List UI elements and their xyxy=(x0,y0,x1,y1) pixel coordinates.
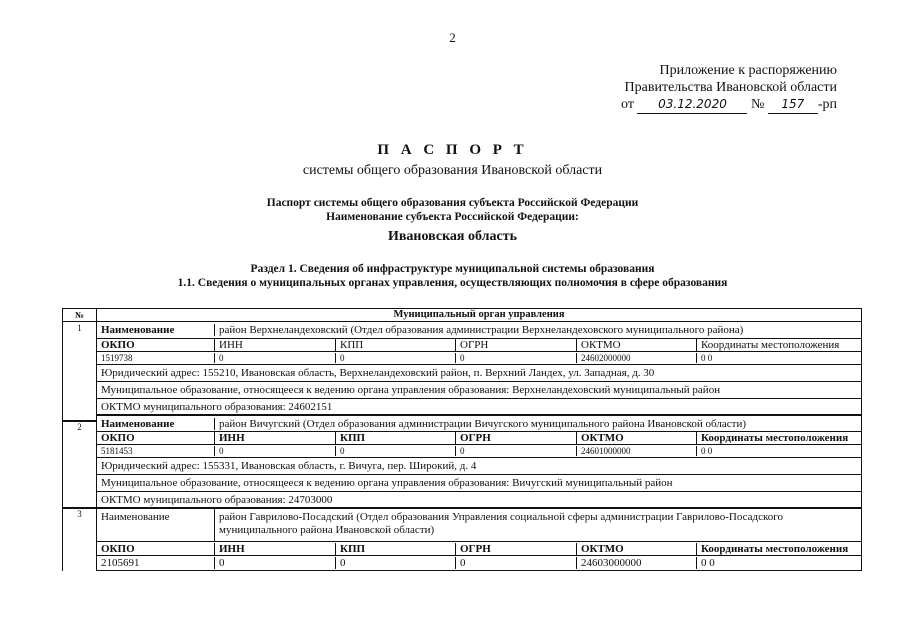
municipality: Муниципальное образование, относящееся к ведению органа управления образования: Вичугский муниципальный район xyxy=(101,477,673,489)
oktmo-mo: ОКТМО муниципального образования: 24703000 xyxy=(101,493,333,506)
table-row xyxy=(97,416,861,432)
oktmo-mo: ОКТМО муниципального образования: 24602151 xyxy=(101,400,333,413)
passport-heading: Паспорт системы общего образования субъекта Российской Федерации xyxy=(266,197,639,209)
number-label: № xyxy=(750,97,765,112)
kpp-value: 0 xyxy=(335,557,455,569)
section-title: Раздел 1. Сведения об инфраструктуре муниципальной системы образования xyxy=(250,263,655,275)
appendix-line-3 xyxy=(621,96,837,114)
number-column xyxy=(63,309,97,571)
inn-value: 0 xyxy=(214,446,335,456)
order-date: 03.12.2020 xyxy=(637,96,747,114)
organs-table xyxy=(62,308,862,571)
inn-header: ИНН xyxy=(214,432,335,444)
ogrn-header: ОГРН xyxy=(455,543,576,555)
kpp-header: КПП xyxy=(335,432,455,444)
oktmo-header: ОКТМО xyxy=(576,339,696,351)
table-row xyxy=(97,542,861,556)
legal-address: Юридический адрес: 155331, Ивановская область, г. Вичуга, пер. Широкий, д. 4 xyxy=(101,460,477,472)
oktmo-value: 24601000000 xyxy=(576,446,696,456)
table-row xyxy=(97,475,861,492)
document-title: П А С П О Р Т xyxy=(377,142,528,158)
inn-value: 0 xyxy=(214,557,335,569)
coords-value: 0 0 xyxy=(696,353,861,363)
okpo-header: ОКПО xyxy=(101,339,135,351)
okpo-value: 1519738 xyxy=(101,353,133,363)
kpp-header: КПП xyxy=(335,543,455,555)
kpp-value: 0 xyxy=(335,446,455,456)
subject-name: Ивановская область xyxy=(387,229,518,244)
organ-name: район Вичугский (Отдел образования администрации Вичугского муниципального района Ивановской области) xyxy=(214,418,861,430)
coords-value: 0 0 xyxy=(696,557,861,569)
name-label: Наименование xyxy=(101,417,175,430)
document-subtitle: системы общего образования Ивановской области xyxy=(302,163,603,178)
inn-header: ИНН xyxy=(214,339,335,351)
table-row xyxy=(97,432,861,445)
appendix-line-2: Правительства Ивановской области xyxy=(624,80,837,95)
ogrn-value: 0 xyxy=(455,446,576,456)
okpo-value: 2105691 xyxy=(101,557,140,569)
row-divider xyxy=(63,420,96,422)
table-row xyxy=(97,492,861,509)
appendix-line-1: Приложение к распоряжению xyxy=(659,63,837,78)
table-row xyxy=(97,382,861,399)
subject-heading: Наименование субъекта Российской Федерации: xyxy=(326,211,579,223)
oktmo-header: ОКТМО xyxy=(576,543,696,555)
table-main xyxy=(97,309,861,571)
order-number: 157 xyxy=(768,96,818,114)
table-row xyxy=(97,399,861,416)
row-number: 3 xyxy=(77,509,82,519)
inn-value: 0 xyxy=(214,353,335,363)
page-number: 2 xyxy=(449,30,456,45)
from-label: от xyxy=(621,97,634,112)
ogrn-value: 0 xyxy=(455,353,576,363)
legal-address: Юридический адрес: 155210, Ивановская область, Верхнеландеховский район, п. Верхний Ландех, ул. Западная, д. 30 xyxy=(101,367,655,379)
name-label: Наименование xyxy=(101,511,170,523)
name-label: Наименование xyxy=(101,324,175,336)
table-row xyxy=(97,339,861,352)
appendix-block xyxy=(621,62,837,114)
oktmo-value: 24603000000 xyxy=(576,557,696,569)
table-row xyxy=(97,365,861,382)
table-row xyxy=(97,445,861,458)
row-divider xyxy=(63,507,96,509)
coords-header: Координаты местоположения xyxy=(696,543,861,555)
kpp-value: 0 xyxy=(335,353,455,363)
coords-header: Координаты местоположения xyxy=(696,432,861,444)
row-number: 2 xyxy=(77,422,82,432)
table-row xyxy=(97,458,861,475)
municipality: Муниципальное образование, относящееся к ведению органа управления образования: Верхнеландеховский муниципальный район xyxy=(101,384,721,396)
table-row xyxy=(97,352,861,365)
inn-header: ИНН xyxy=(214,543,335,555)
kpp-header: КПП xyxy=(335,339,455,351)
ogrn-header: ОГРН xyxy=(455,432,576,444)
oktmo-header: ОКТМО xyxy=(576,432,696,444)
okpo-header: ОКПО xyxy=(101,432,135,444)
coords-header: Координаты местоположения xyxy=(696,339,861,351)
col-main-header: Муниципальный орган управления xyxy=(97,309,861,322)
coords-value: 0 0 xyxy=(696,446,861,456)
okpo-value: 5181453 xyxy=(101,446,133,456)
col-num-header: № xyxy=(63,309,96,322)
subsection-title: 1.1. Сведения о муниципальных органах управления, осуществляющих полномочия в сфере образования xyxy=(177,277,728,289)
table-row xyxy=(97,322,861,339)
row-number: 1 xyxy=(77,323,82,333)
ogrn-value: 0 xyxy=(455,557,576,569)
table-row xyxy=(97,556,861,571)
organ-name: район Гаврилово-Посадский (Отдел образования Управления социальной сферы администрации Гаврилово-Посадского муниципального района Ивановской области) xyxy=(214,509,861,541)
order-suffix: -рп xyxy=(817,97,837,112)
organ-name: район Верхнеландеховский (Отдел образования администрации Верхнеландеховского муниципального района) xyxy=(214,324,861,336)
table-row xyxy=(97,509,861,542)
okpo-header: ОКПО xyxy=(101,542,135,555)
oktmo-value: 24602000000 xyxy=(576,353,696,363)
ogrn-header: ОГРН xyxy=(455,339,576,351)
